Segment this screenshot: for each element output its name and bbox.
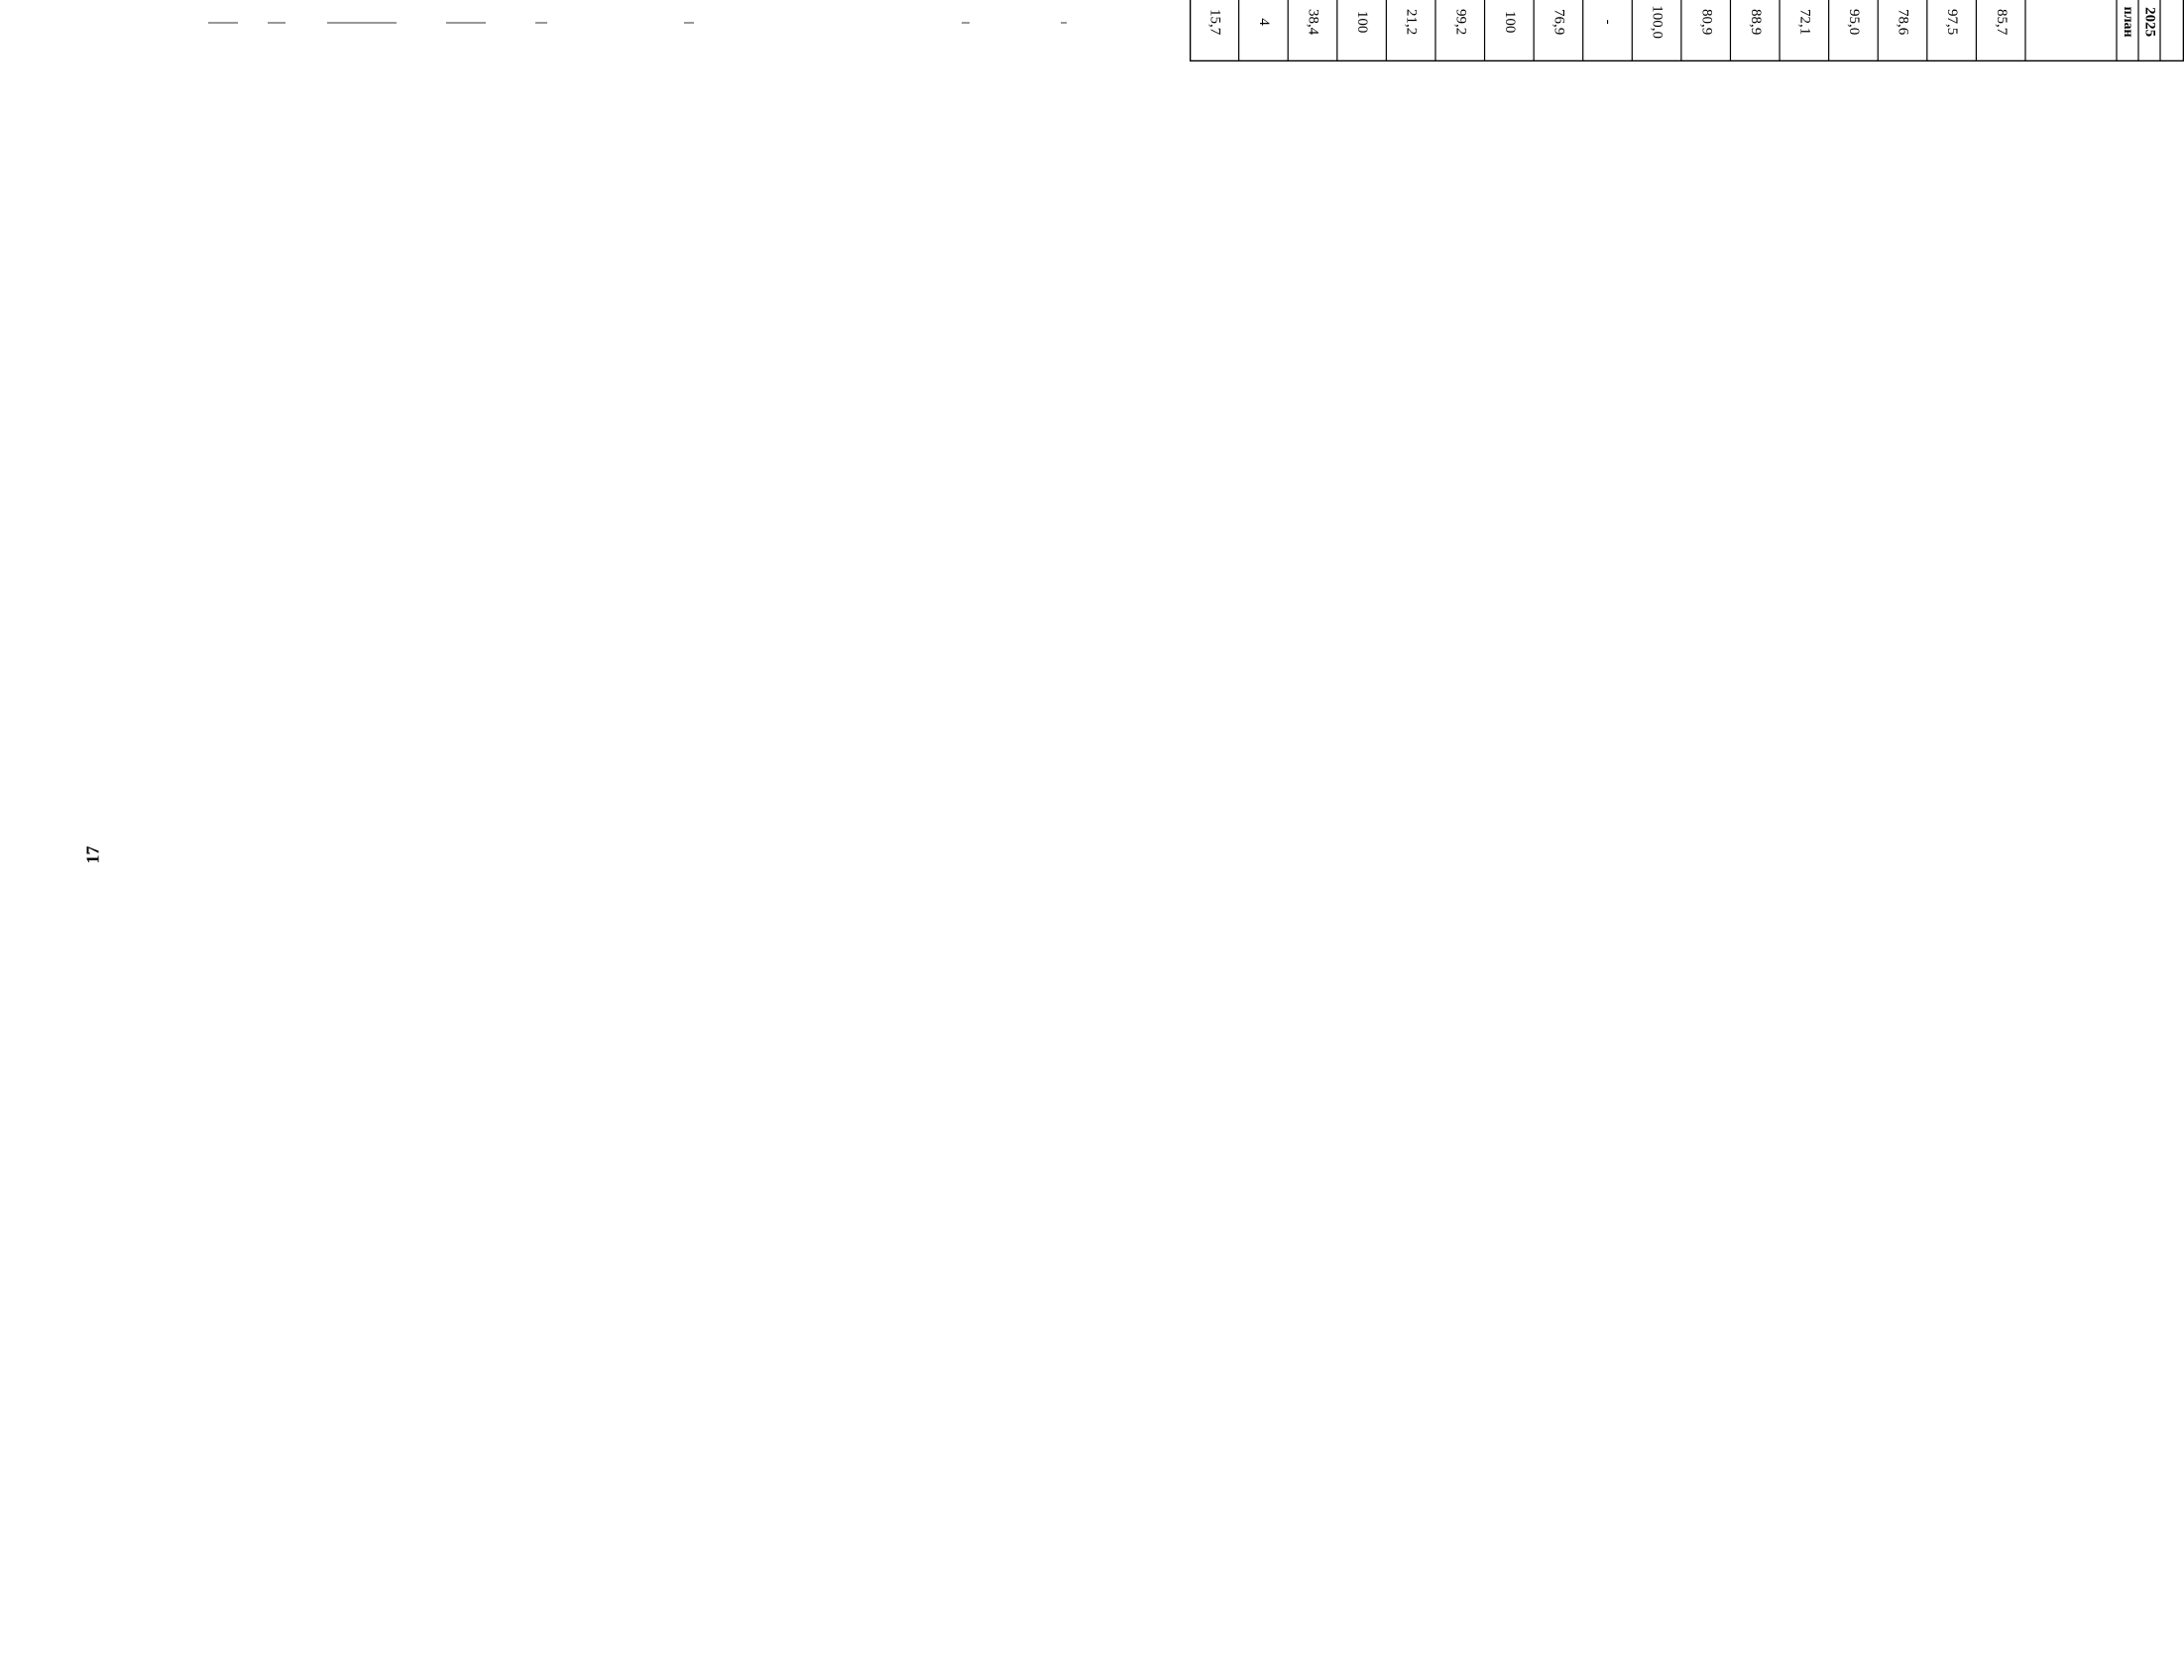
cell-value: 85,7 — [1993, 9, 2010, 36]
table-border — [1191, 0, 2184, 60]
cell-value: 38,4 — [1305, 9, 1322, 36]
cell-value: 100,0 — [1649, 5, 1666, 40]
scan-noise — [208, 22, 1100, 32]
cell-value: 88,9 — [1747, 9, 1764, 36]
cell-value: 100 — [1501, 10, 1518, 34]
cell-value: 4 — [1255, 18, 1272, 26]
cell-value: 15,7 — [1207, 9, 1223, 36]
cell-value: 95,0 — [1846, 9, 1863, 36]
header-year: 2025 — [2141, 7, 2158, 38]
indicator-table — [1190, 0, 2184, 61]
cell-value: 97,5 — [1944, 9, 1961, 36]
cell-value: 100 — [1354, 10, 1371, 34]
rotated-table-wrapper — [1190, 0, 2184, 61]
header-plan-fact: план — [2120, 6, 2135, 38]
cell-value: - — [1600, 19, 1617, 25]
cell-value: 21,2 — [1403, 9, 1420, 36]
cell-value: 78,6 — [1895, 9, 1911, 36]
cell-value: 99,2 — [1452, 9, 1469, 36]
cell-value: 80,9 — [1698, 9, 1715, 36]
cell-value: 72,1 — [1796, 9, 1813, 36]
cell-value: 76,9 — [1551, 9, 1567, 36]
page-number: 17 — [82, 845, 103, 864]
